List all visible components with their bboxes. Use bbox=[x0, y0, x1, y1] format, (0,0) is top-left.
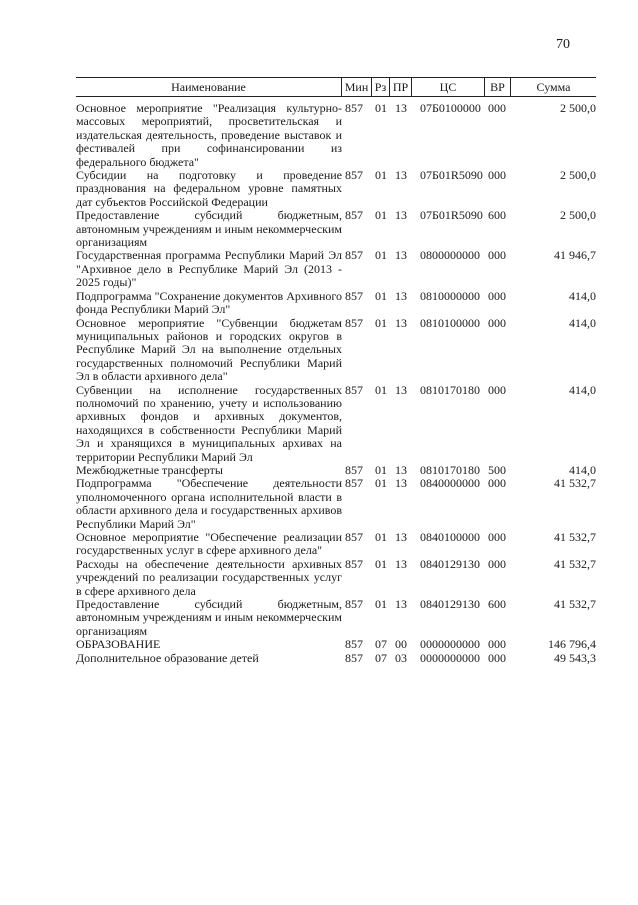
budget-table bbox=[76, 77, 596, 665]
cell-pr: 13 bbox=[395, 462, 407, 477]
cell-pr: 03 bbox=[395, 650, 407, 665]
cell-sum: 41 532,7 bbox=[554, 556, 596, 571]
cell-vr: 000 bbox=[488, 530, 506, 544]
cell-sum: 41 532,7 bbox=[554, 476, 596, 491]
table-row bbox=[76, 558, 596, 598]
table-row bbox=[76, 464, 596, 477]
cell-vr: 600 bbox=[488, 597, 506, 612]
cell-vr: 500 bbox=[488, 462, 506, 477]
cell-sum: 414,0 bbox=[569, 288, 596, 303]
cell-name: Расходы на обеспечение деятельности архивных учреждений по реализации государственных услуг в сфере архивного дела bbox=[76, 556, 342, 598]
table-row bbox=[76, 209, 596, 249]
cell-rz: 01 bbox=[375, 315, 387, 330]
cell-min: 857 bbox=[345, 556, 363, 571]
header-rz: Рз bbox=[372, 78, 390, 96]
table-row bbox=[76, 531, 596, 558]
cell-name: Предоставление субсидий бюджетным, автономным учреждениям и иным некоммерческим организациям bbox=[76, 597, 342, 638]
table-row bbox=[76, 384, 596, 464]
cell-cs: 0840129130 bbox=[420, 556, 480, 571]
cell-vr: 000 bbox=[488, 101, 506, 115]
cell-cs: 0800000000 bbox=[420, 248, 480, 263]
table-row bbox=[76, 169, 596, 209]
cell-vr: 000 bbox=[488, 168, 506, 183]
cell-pr: 00 bbox=[395, 637, 407, 652]
cell-cs: 0000000000 bbox=[420, 650, 480, 665]
cell-min: 857 bbox=[345, 382, 363, 397]
cell-name: Государственная программа Республики Марий Эл "Архивное дело в Республике Марий Эл (2013 - 2025 годы)" bbox=[76, 248, 342, 290]
cell-pr: 13 bbox=[395, 556, 407, 571]
table-row bbox=[76, 317, 596, 384]
cell-cs: 0810170180 bbox=[420, 462, 480, 477]
cell-name: Основное мероприятие "Реализация культурно-массовых мероприятий, просветительская и издательская деятельность, проведение выставок и фестивалей при софинансировании из федерального бюджета" bbox=[76, 101, 342, 169]
cell-sum: 41 532,7 bbox=[554, 530, 596, 544]
cell-rz: 01 bbox=[375, 168, 387, 183]
cell-name: Основное мероприятие "Обеспечение реализации государственных услуг в сфере архивного дела" bbox=[76, 530, 342, 558]
cell-cs: 0840000000 bbox=[420, 476, 480, 491]
cell-sum: 2 500,0 bbox=[560, 101, 596, 115]
cell-pr: 13 bbox=[395, 476, 407, 491]
cell-rz: 07 bbox=[375, 650, 387, 665]
table-row bbox=[76, 598, 596, 638]
cell-rz: 01 bbox=[375, 476, 387, 491]
header-cs: ЦС bbox=[412, 78, 485, 96]
cell-cs: 07Б01R5090 bbox=[420, 208, 483, 223]
cell-rz: 01 bbox=[375, 597, 387, 612]
cell-name: Подпрограмма "Обеспечение деятельности уполномоченного органа исполнительной власти в области архивного дела и государственных архивов Республики Марий Эл" bbox=[76, 476, 342, 531]
page-number: 70 bbox=[556, 37, 570, 52]
cell-rz: 01 bbox=[375, 101, 387, 115]
cell-rz: 01 bbox=[375, 208, 387, 223]
cell-name: Субсидии на подготовку и проведение празднования на федеральном уровне памятных дат субъектов Российской Федерации bbox=[76, 168, 342, 209]
cell-cs: 07Б0100000 bbox=[420, 101, 481, 115]
cell-vr: 000 bbox=[488, 556, 506, 571]
cell-sum: 414,0 bbox=[569, 462, 596, 477]
cell-rz: 07 bbox=[375, 637, 387, 652]
cell-pr: 13 bbox=[395, 208, 407, 223]
table-body bbox=[76, 102, 596, 665]
cell-vr: 000 bbox=[488, 288, 506, 303]
cell-min: 857 bbox=[345, 650, 363, 665]
cell-vr: 600 bbox=[488, 208, 506, 223]
cell-cs: 0840129130 bbox=[420, 597, 480, 612]
cell-sum: 414,0 bbox=[569, 315, 596, 330]
cell-pr: 13 bbox=[395, 288, 407, 303]
cell-rz: 01 bbox=[375, 382, 387, 397]
cell-min: 857 bbox=[345, 476, 363, 491]
cell-cs: 0810100000 bbox=[420, 315, 480, 330]
cell-name: ОБРАЗОВАНИЕ bbox=[76, 637, 161, 652]
cell-vr: 000 bbox=[488, 650, 506, 665]
cell-min: 857 bbox=[345, 315, 363, 330]
table-header bbox=[76, 77, 596, 97]
cell-pr: 13 bbox=[395, 530, 407, 544]
cell-pr: 13 bbox=[395, 101, 407, 115]
cell-min: 857 bbox=[345, 168, 363, 183]
cell-min: 857 bbox=[345, 597, 363, 612]
table-row bbox=[76, 638, 596, 651]
cell-name: Дополнительное образование детей bbox=[76, 650, 259, 665]
cell-rz: 01 bbox=[375, 530, 387, 544]
cell-cs: 07Б01R5090 bbox=[420, 168, 483, 183]
cell-sum: 49 543,3 bbox=[554, 650, 596, 665]
cell-sum: 414,0 bbox=[569, 382, 596, 397]
cell-min: 857 bbox=[345, 530, 363, 544]
cell-name: Основное мероприятие "Субвенции бюджетам муниципальных районов и городских округов в Республике Марий Эл на выполнение отдельных государственных полномочий Республики Марий Эл в области архивного дела" bbox=[76, 315, 342, 384]
cell-pr: 13 bbox=[395, 382, 407, 397]
table-row bbox=[76, 102, 596, 169]
cell-pr: 13 bbox=[395, 315, 407, 330]
cell-pr: 13 bbox=[395, 248, 407, 263]
header-min: Мин bbox=[342, 78, 372, 96]
cell-name: Межбюджетные трансферты bbox=[76, 462, 223, 477]
cell-name: Предоставление субсидий бюджетным, автономным учреждениям и иным некоммерческим организациям bbox=[76, 208, 342, 250]
cell-min: 857 bbox=[345, 248, 363, 263]
cell-rz: 01 bbox=[375, 288, 387, 303]
header-pr: ПР bbox=[390, 78, 412, 96]
table-row bbox=[76, 477, 596, 531]
table-row bbox=[76, 290, 596, 317]
cell-sum: 2 500,0 bbox=[560, 168, 596, 183]
cell-sum: 2 500,0 bbox=[560, 208, 596, 223]
cell-cs: 0840100000 bbox=[420, 530, 480, 544]
cell-rz: 01 bbox=[375, 556, 387, 571]
cell-pr: 13 bbox=[395, 168, 407, 183]
cell-vr: 000 bbox=[488, 476, 506, 491]
cell-pr: 13 bbox=[395, 597, 407, 612]
header-vr: ВР bbox=[485, 78, 511, 96]
cell-sum: 41 532,7 bbox=[554, 597, 596, 612]
header-sum: Сумма bbox=[536, 80, 571, 94]
cell-name: Субвенции на исполнение государственных полномочий по хранению, учету и использованию архивных фондов и архивных документов, находящихся в собственности Республики Марий Эл и хранящихся в муниципальных архивах на территории Республики Марий Эл bbox=[76, 382, 342, 464]
cell-vr: 000 bbox=[488, 315, 506, 330]
table-row bbox=[76, 249, 596, 289]
cell-min: 857 bbox=[345, 208, 363, 223]
cell-cs: 0810170180 bbox=[420, 382, 480, 397]
cell-min: 857 bbox=[345, 288, 363, 303]
cell-min: 857 bbox=[345, 637, 363, 652]
cell-sum: 41 946,7 bbox=[554, 248, 596, 263]
cell-vr: 000 bbox=[488, 382, 506, 397]
cell-sum: 146 796,4 bbox=[548, 637, 596, 652]
table-row bbox=[76, 652, 596, 665]
header-name: Наименование bbox=[76, 78, 342, 96]
cell-rz: 01 bbox=[375, 248, 387, 263]
cell-vr: 000 bbox=[488, 637, 506, 652]
cell-min: 857 bbox=[345, 462, 363, 477]
cell-cs: 0810000000 bbox=[420, 288, 480, 303]
cell-rz: 01 bbox=[375, 462, 387, 477]
cell-vr: 000 bbox=[488, 248, 506, 263]
cell-min: 857 bbox=[345, 101, 363, 115]
cell-cs: 0000000000 bbox=[420, 637, 480, 652]
cell-name: Подпрограмма "Сохранение документов Архивного фонда Республики Марий Эл" bbox=[76, 288, 342, 317]
